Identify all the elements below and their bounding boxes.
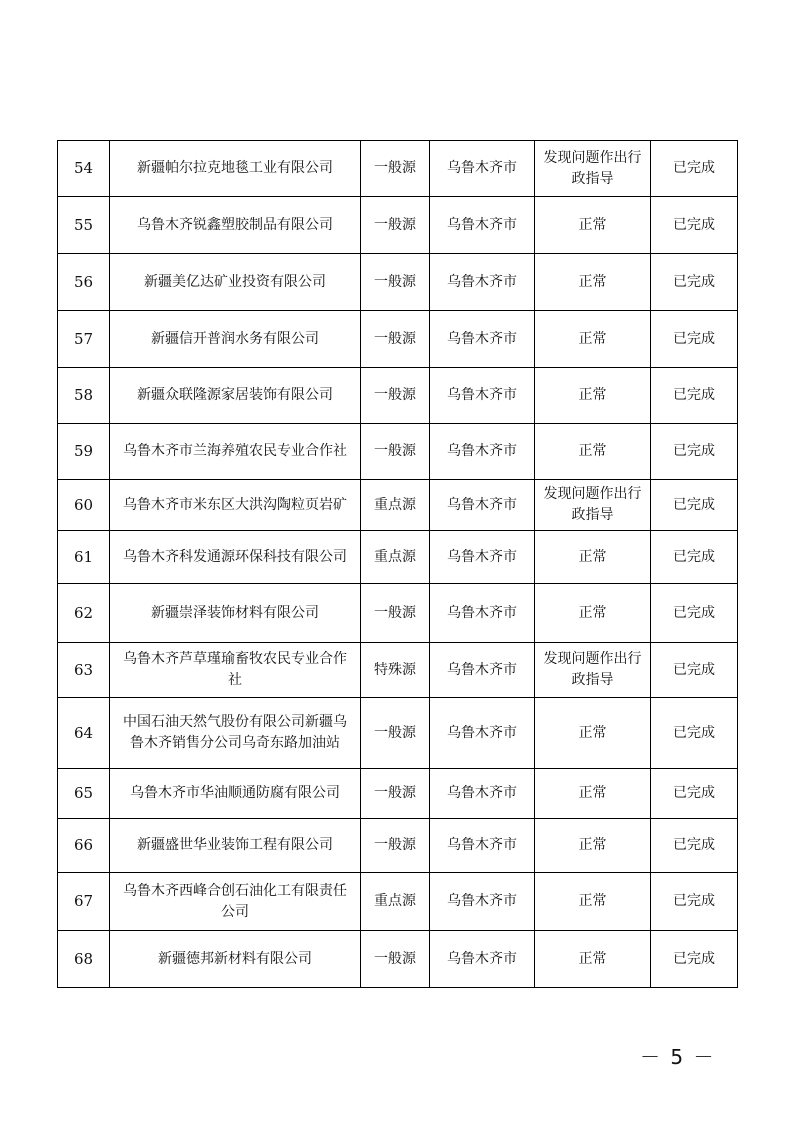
- row-number: 68: [58, 931, 110, 988]
- row-number: 64: [58, 698, 110, 769]
- completion-status: 已完成: [651, 531, 738, 584]
- company-name: 新疆盛世华业装饰工程有限公司: [110, 819, 361, 873]
- company-name: 新疆德邦新材料有限公司: [110, 931, 361, 988]
- region: 乌鲁木齐市: [430, 698, 535, 769]
- company-name: 乌鲁木齐市米东区大洪沟陶粒页岩矿: [110, 480, 361, 531]
- inspection-result: 正常: [535, 368, 651, 424]
- completion-status: 已完成: [651, 254, 738, 311]
- row-number: 56: [58, 254, 110, 311]
- completion-status: 已完成: [651, 584, 738, 643]
- completion-status: 已完成: [651, 873, 738, 931]
- inspection-result: 正常: [535, 873, 651, 931]
- company-name: 新疆帕尔拉克地毯工业有限公司: [110, 141, 361, 197]
- inspection-result: 正常: [535, 584, 651, 643]
- table-row: [58, 424, 738, 480]
- inspection-result: 正常: [535, 698, 651, 769]
- row-number: 67: [58, 873, 110, 931]
- region: 乌鲁木齐市: [430, 197, 535, 254]
- source-type: 一般源: [361, 769, 430, 819]
- company-name: 乌鲁木齐芦草瑾瑜畜牧农民专业合作社: [110, 643, 361, 698]
- company-name: 乌鲁木齐锐鑫塑胶制品有限公司: [110, 197, 361, 254]
- company-name: 新疆信开普润水务有限公司: [110, 311, 361, 368]
- table-row: [58, 873, 738, 931]
- company-name: 新疆美亿达矿业投资有限公司: [110, 254, 361, 311]
- region: 乌鲁木齐市: [430, 311, 535, 368]
- completion-status: 已完成: [651, 698, 738, 769]
- inspection-result: 正常: [535, 819, 651, 873]
- row-number: 62: [58, 584, 110, 643]
- row-number: 65: [58, 769, 110, 819]
- company-name: 新疆众联隆源家居装饰有限公司: [110, 368, 361, 424]
- row-number: 66: [58, 819, 110, 873]
- company-name: 乌鲁木齐科发通源环保科技有限公司: [110, 531, 361, 584]
- region: 乌鲁木齐市: [430, 424, 535, 480]
- region: 乌鲁木齐市: [430, 141, 535, 197]
- row-number: 58: [58, 368, 110, 424]
- region: 乌鲁木齐市: [430, 368, 535, 424]
- table-row: [58, 254, 738, 311]
- region: 乌鲁木齐市: [430, 819, 535, 873]
- table-row: [58, 141, 738, 197]
- inspection-result: 正常: [535, 769, 651, 819]
- inspection-result: 发现问题作出行政指导: [535, 643, 651, 698]
- region: 乌鲁木齐市: [430, 254, 535, 311]
- region: 乌鲁木齐市: [430, 643, 535, 698]
- completion-status: 已完成: [651, 819, 738, 873]
- source-type: 一般源: [361, 254, 430, 311]
- company-name: 乌鲁木齐市兰海养殖农民专业合作社: [110, 424, 361, 480]
- company-name: 乌鲁木齐西峰合创石油化工有限责任公司: [110, 873, 361, 931]
- inspection-result: 发现问题作出行政指导: [535, 141, 651, 197]
- completion-status: 已完成: [651, 368, 738, 424]
- region: 乌鲁木齐市: [430, 584, 535, 643]
- inspection-result: 正常: [535, 311, 651, 368]
- company-name: 中国石油天然气股份有限公司新疆乌鲁木齐销售分公司乌奇东路加油站: [110, 698, 361, 769]
- table-row: [58, 769, 738, 819]
- source-type: 一般源: [361, 698, 430, 769]
- table-body: [58, 141, 738, 988]
- table-row: [58, 643, 738, 698]
- completion-status: 已完成: [651, 311, 738, 368]
- completion-status: 已完成: [651, 643, 738, 698]
- region: 乌鲁木齐市: [430, 931, 535, 988]
- source-type: 一般源: [361, 424, 430, 480]
- source-type: 重点源: [361, 873, 430, 931]
- source-type: 重点源: [361, 531, 430, 584]
- inspection-result: 正常: [535, 254, 651, 311]
- inspection-result: 正常: [535, 931, 651, 988]
- company-name: 新疆崇泽装饰材料有限公司: [110, 584, 361, 643]
- completion-status: 已完成: [651, 480, 738, 531]
- source-type: 一般源: [361, 197, 430, 254]
- company-name: 乌鲁木齐市华油顺通防腐有限公司: [110, 769, 361, 819]
- source-type: 特殊源: [361, 643, 430, 698]
- table-row: [58, 197, 738, 254]
- source-type: 重点源: [361, 480, 430, 531]
- table-row: [58, 368, 738, 424]
- source-type: 一般源: [361, 368, 430, 424]
- row-number: 55: [58, 197, 110, 254]
- completion-status: 已完成: [651, 141, 738, 197]
- table-row: [58, 698, 738, 769]
- table-row: [58, 480, 738, 531]
- inspection-table: [57, 140, 738, 988]
- table-row: [58, 584, 738, 643]
- inspection-result: 正常: [535, 531, 651, 584]
- completion-status: 已完成: [651, 197, 738, 254]
- region: 乌鲁木齐市: [430, 769, 535, 819]
- region: 乌鲁木齐市: [430, 531, 535, 584]
- source-type: 一般源: [361, 311, 430, 368]
- region: 乌鲁木齐市: [430, 480, 535, 531]
- inspection-result: 正常: [535, 197, 651, 254]
- row-number: 54: [58, 141, 110, 197]
- source-type: 一般源: [361, 141, 430, 197]
- row-number: 60: [58, 480, 110, 531]
- row-number: 59: [58, 424, 110, 480]
- completion-status: 已完成: [651, 931, 738, 988]
- region: 乌鲁木齐市: [430, 873, 535, 931]
- inspection-result: 发现问题作出行政指导: [535, 480, 651, 531]
- row-number: 57: [58, 311, 110, 368]
- page-number: － 5 －: [640, 1045, 716, 1069]
- table-row: [58, 531, 738, 584]
- source-type: 一般源: [361, 819, 430, 873]
- inspection-result: 正常: [535, 424, 651, 480]
- table-row: [58, 819, 738, 873]
- source-type: 一般源: [361, 584, 430, 643]
- completion-status: 已完成: [651, 769, 738, 819]
- source-type: 一般源: [361, 931, 430, 988]
- row-number: 61: [58, 531, 110, 584]
- completion-status: 已完成: [651, 424, 738, 480]
- table-row: [58, 931, 738, 988]
- row-number: 63: [58, 643, 110, 698]
- table-row: [58, 311, 738, 368]
